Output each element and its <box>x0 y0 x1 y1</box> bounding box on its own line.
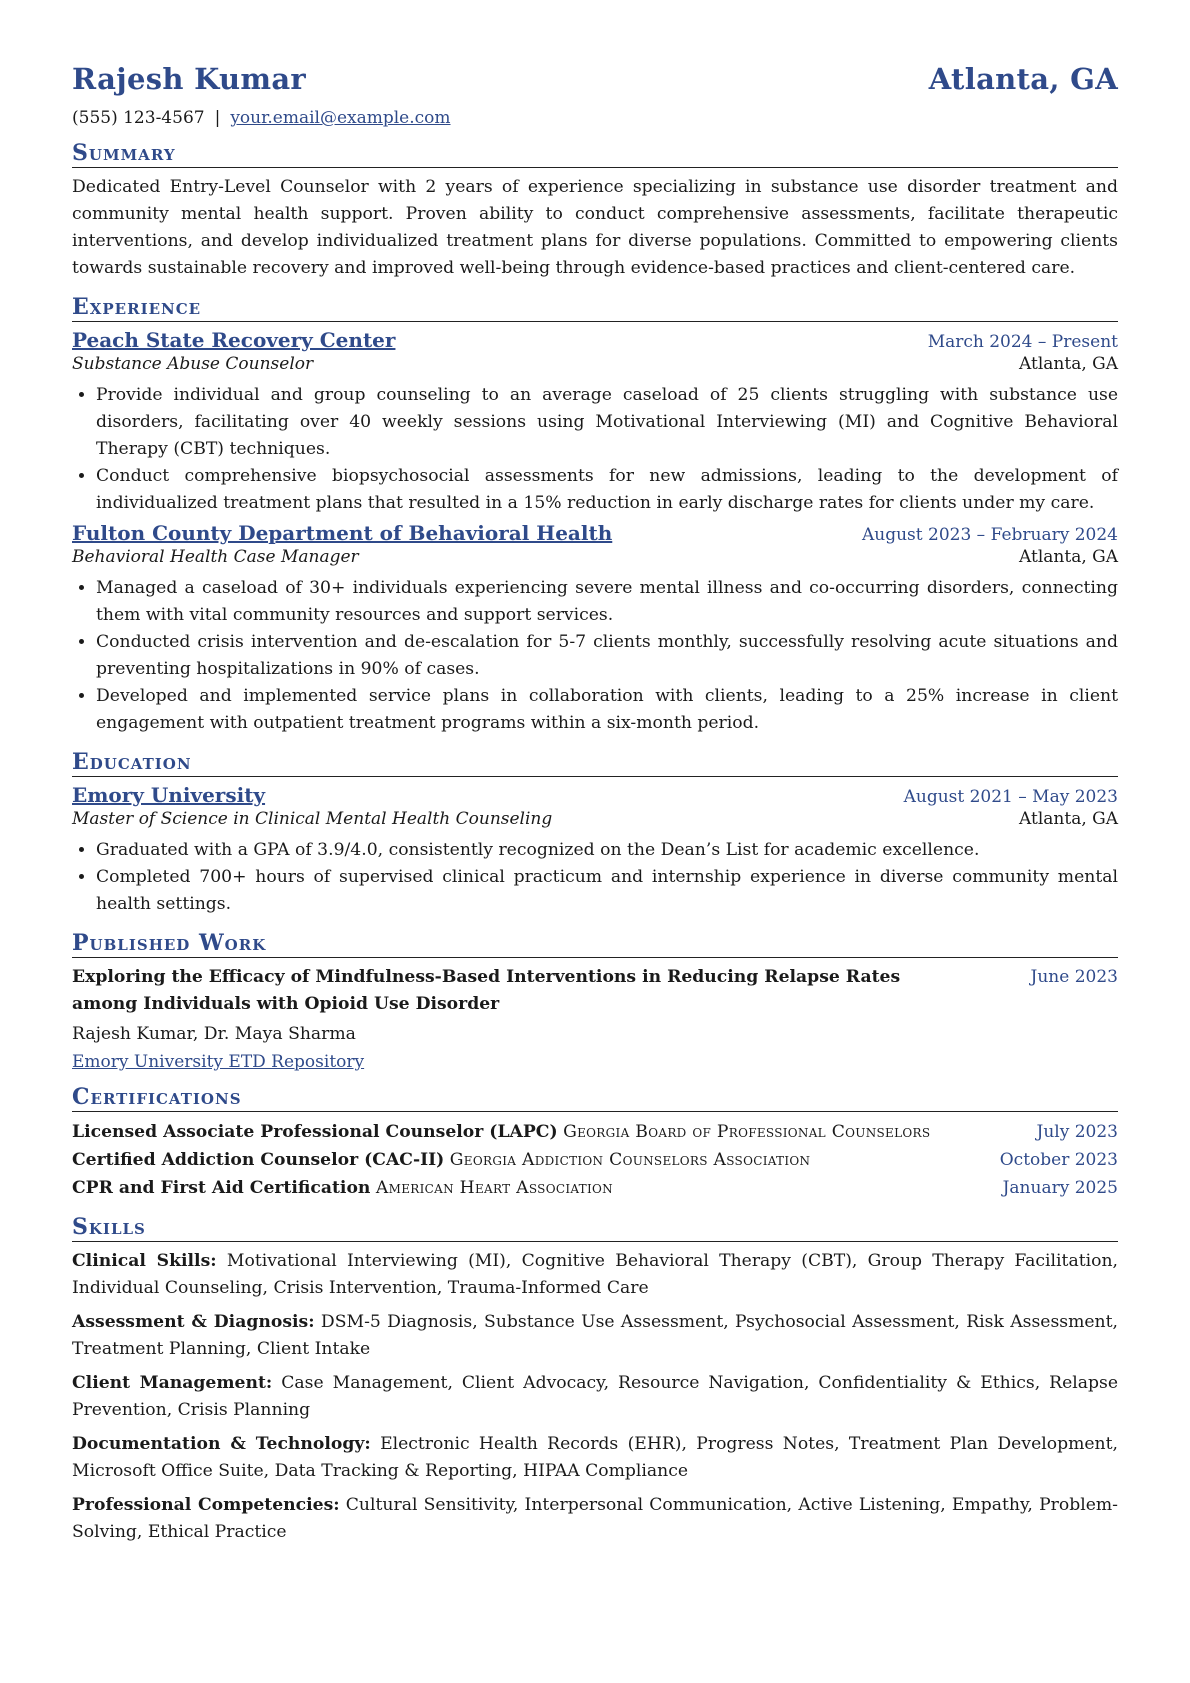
entry-location: Atlanta, GA <box>1019 547 1118 567</box>
section-title-certifications: Certifications <box>72 1084 1118 1112</box>
skill-group <box>72 1431 1118 1485</box>
bullet-list <box>72 575 1118 737</box>
entry-location: Atlanta, GA <box>1019 354 1118 374</box>
certification-item <box>72 1174 1118 1202</box>
school-link[interactable]: Emory University <box>72 783 266 807</box>
bullet-item: • Conduct comprehensive biopsychosocial assessments for new admissions, leading to the development of individualized treatment plans that resulted in a 15% reduction in early discharge rates for clients under my care. <box>96 463 1118 517</box>
bullet-item: • Conducted crisis intervention and de-escalation for 5-7 clients monthly, successfully resolving acute situations and preventing hospitalizations in 90% of cases. <box>96 629 1118 683</box>
certifications-section <box>72 1084 1118 1202</box>
paper-date: June 2023 <box>1030 967 1118 987</box>
candidate-name: Rajesh Kumar <box>72 62 307 96</box>
bullet-list <box>72 382 1118 517</box>
email-link[interactable]: your.email@example.com <box>230 108 451 128</box>
bullet-item: • Graduated with a GPA of 3.9/4.0, consistently recognized on the Dean’s List for academic excellence. <box>96 837 1118 864</box>
bullet-item: • Managed a caseload of 30+ individuals experiencing severe mental illness and co-occurring disorders, connecting them with vital community resources and support services. <box>96 575 1118 629</box>
section-title-education: Education <box>72 749 1118 777</box>
cert-name: Licensed Associate Professional Counselor (LAPC) <box>72 1122 558 1142</box>
org-link[interactable]: Peach State Recovery Center <box>72 328 396 352</box>
experience-section <box>72 294 1118 737</box>
cert-date: July 2023 <box>1036 1122 1118 1142</box>
skill-group <box>72 1370 1118 1424</box>
cert-name: CPR and First Aid Certification <box>72 1178 371 1198</box>
skill-label: Client Management: <box>72 1373 273 1393</box>
cert-date: January 2025 <box>1002 1178 1118 1198</box>
bullet-item: • Developed and implemented service plans in collaboration with clients, leading to a 25% increase in client engagement with outpatient treatment programs within a six-month period. <box>96 683 1118 737</box>
cert-org: Georgia Addiction Counselors Association <box>449 1150 811 1170</box>
bullet-list <box>72 837 1118 918</box>
header-location: Atlanta, GA <box>928 62 1118 96</box>
bullet-item: • Provide individual and group counseling to an average caseload of 25 clients struggling with substance use disorders, facilitating over 40 weekly sessions using Motivational Interviewing (MI) and Cognitive Behavioral Therapy (CBT) techniques. <box>96 382 1118 463</box>
degree: Master of Science in Clinical Mental Health Counseling <box>72 809 553 829</box>
summary-text: Dedicated Entry-Level Counselor with 2 years of experience specializing in substance use disorder treatment and community mental health support. Proven ability to conduct comprehensive assessments, facilitate therapeutic interventions, and develop individualized treatment plans for diverse populations. Committed to empowering clients towards sustainable recovery and improved well-being through evidence-based practices and client-centered care. <box>72 177 1118 278</box>
summary-section <box>72 140 1118 282</box>
section-title-experience: Experience <box>72 294 1118 322</box>
section-title-published: Published Work <box>72 930 1118 958</box>
section-title-skills: Skills <box>72 1214 1118 1242</box>
entry-dates: March 2024 – Present <box>927 332 1118 352</box>
skill-text: Case Management, Client Advocacy, Resource Navigation, Confidentiality & Ethics, Relapse Prevention, Crisis Planning <box>72 1373 1119 1420</box>
entry-location: Atlanta, GA <box>1019 809 1118 829</box>
paper-authors: Rajesh Kumar, Dr. Maya Sharma <box>72 1024 356 1044</box>
skill-label: Clinical Skills: <box>72 1251 217 1271</box>
cert-date: October 2023 <box>999 1150 1118 1170</box>
education-section <box>72 749 1118 918</box>
job-title: Behavioral Health Case Manager <box>72 547 359 567</box>
repository-link[interactable]: Emory University ETD Repository <box>72 1052 365 1072</box>
skill-group <box>72 1492 1118 1546</box>
paper-title: Exploring the Efficacy of Mindfulness-Based Interventions in Reducing Relapse Rates among Individuals with Opioid Use Disorder <box>72 967 901 1014</box>
section-title-summary: Summary <box>72 140 1118 168</box>
entry-dates: August 2021 – May 2023 <box>903 787 1118 807</box>
published-section <box>72 930 1118 1072</box>
skill-group <box>72 1248 1118 1302</box>
cert-org: American Heart Association <box>375 1178 613 1198</box>
certification-item <box>72 1118 1118 1146</box>
experience-entry <box>72 521 1118 737</box>
experience-entry <box>72 328 1118 517</box>
skill-text: Cultural Sensitivity, Interpersonal Communication, Active Listening, Empathy, Problem-Solving, Ethical Practice <box>72 1495 1118 1542</box>
cert-name: Certified Addiction Counselor (CAC-II) <box>72 1150 445 1170</box>
skill-text: Motivational Interviewing (MI), Cognitive Behavioral Therapy (CBT), Group Therapy Facilitation, Individual Counseling, Crisis Intervention, Trauma-Informed Care <box>72 1251 1118 1298</box>
org-link[interactable]: Fulton County Department of Behavioral Health <box>72 521 613 545</box>
skills-section <box>72 1214 1118 1546</box>
skill-label: Documentation & Technology: <box>72 1434 371 1454</box>
skill-group <box>72 1309 1118 1363</box>
skill-text: DSM-5 Diagnosis, Substance Use Assessment, Psychosocial Assessment, Risk Assessment, Treatment Planning, Client Intake <box>72 1312 1118 1359</box>
contact-separator: | <box>214 108 221 128</box>
phone: (555) 123-4567 <box>72 108 205 128</box>
certification-item <box>72 1146 1118 1174</box>
job-title: Substance Abuse Counselor <box>72 354 314 374</box>
cert-org: Georgia Board of Professional Counselors <box>563 1122 931 1142</box>
skill-label: Professional Competencies: <box>72 1495 340 1515</box>
skill-text: Electronic Health Records (EHR), Progress Notes, Treatment Plan Development, Microsoft Office Suite, Data Tracking & Reporting, HIPAA Compliance <box>72 1434 1118 1481</box>
skill-label: Assessment & Diagnosis: <box>72 1312 315 1332</box>
header <box>72 62 1118 96</box>
contact-line <box>72 108 1118 128</box>
bullet-item: • Completed 700+ hours of supervised clinical practicum and internship experience in diverse community mental health settings. <box>96 864 1118 918</box>
education-entry <box>72 783 1118 918</box>
entry-dates: August 2023 – February 2024 <box>861 525 1118 545</box>
